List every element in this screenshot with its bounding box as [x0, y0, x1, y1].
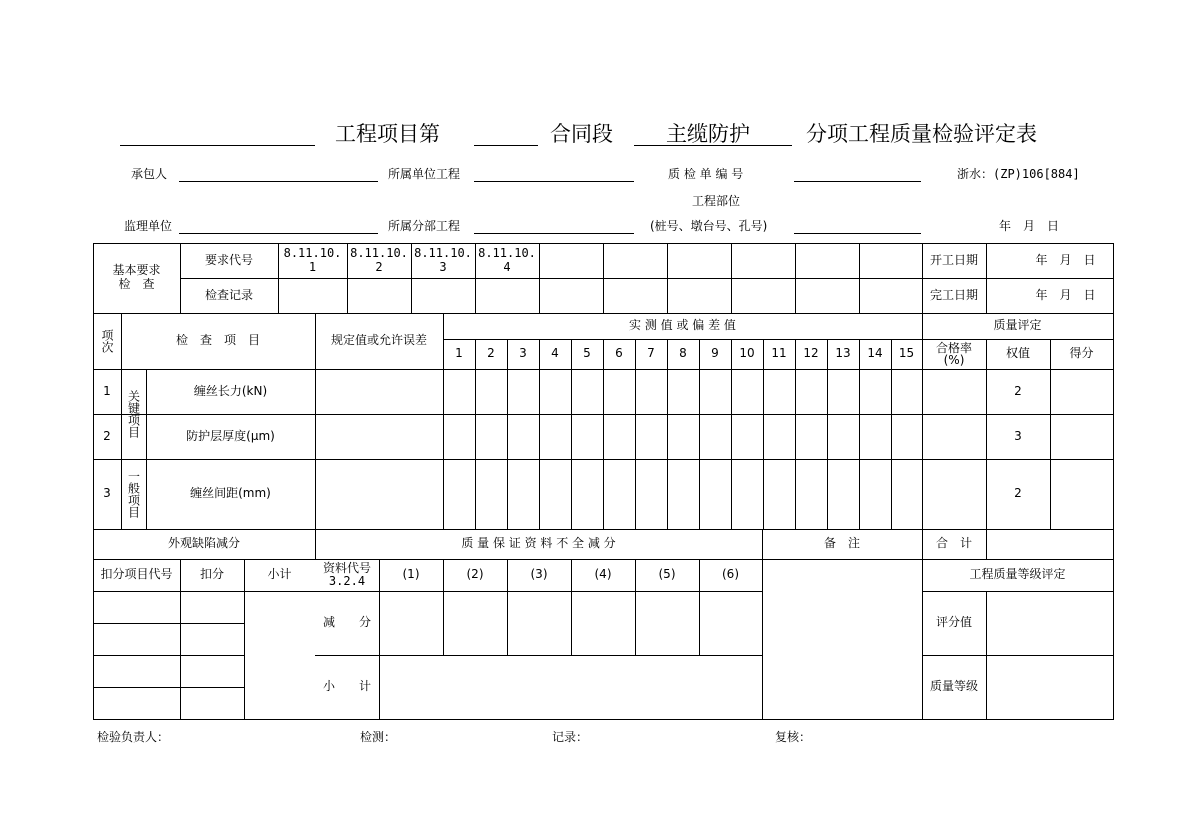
- row-3-no: 3: [103, 486, 111, 501]
- end-date-value[interactable]: 年 月 日: [1035, 287, 1096, 302]
- division-field[interactable]: [474, 233, 634, 234]
- title-part1: 工程项目第: [335, 122, 440, 146]
- req-code-label: 要求代号: [204, 252, 253, 267]
- row-1-weight: 2: [1014, 383, 1022, 398]
- measure-col-13: 13: [835, 346, 851, 361]
- total-label: 合 计: [935, 536, 972, 551]
- row-3-name: 缠丝间距(mm): [190, 486, 271, 501]
- row-1-no: 1: [103, 383, 111, 398]
- contractor-label: 承包人: [131, 167, 168, 181]
- title-blank-2[interactable]: [474, 145, 538, 146]
- measure-col-2: 2: [487, 346, 495, 361]
- location-note: (桩号、墩台号、孔号): [650, 219, 768, 233]
- end-date-label: 完工日期: [929, 287, 978, 302]
- score-value-label: 评分值: [935, 615, 972, 630]
- measure-col-6: 6: [615, 346, 623, 361]
- row-2-name: 防护层厚度(μm): [186, 428, 275, 443]
- check-no-field[interactable]: [794, 181, 921, 182]
- supervisor-label: 监理单位: [124, 219, 173, 233]
- supervisor-field[interactable]: [179, 233, 378, 234]
- row-2-no: 2: [103, 428, 111, 443]
- code-label: 浙水：(ZP)106[884]: [957, 167, 1080, 181]
- doc-item-6: (6): [722, 567, 739, 582]
- review-label: 复核：: [775, 730, 812, 744]
- row-1-name: 缠丝长力(kN): [193, 383, 268, 398]
- grid-line-v: [731, 243, 732, 314]
- measure-col-12: 12: [803, 346, 819, 361]
- item-no-header: 项次: [100, 329, 114, 353]
- measure-col-9: 9: [711, 346, 719, 361]
- title-subitem: 主缆防护: [666, 122, 750, 146]
- unit-project-label: 所属单位工程: [388, 167, 461, 181]
- title-part3: 分项工程质量检验评定表: [806, 122, 1037, 146]
- grid-line-v: [986, 529, 987, 560]
- subtotal-label: 小 计: [322, 679, 371, 694]
- req-code-1: 8.11.10. 1: [283, 245, 342, 274]
- doc-item-2: (2): [466, 567, 484, 582]
- measure-col-1: 1: [455, 346, 463, 361]
- doc-item-4: (4): [594, 567, 612, 582]
- deduct-col: 扣分: [199, 567, 224, 582]
- grid-line-h: [315, 591, 763, 592]
- measure-col-8: 8: [679, 346, 687, 361]
- req-code-2: 8.11.10. 2: [350, 245, 408, 274]
- req-code-4: 8.11.10. 4: [478, 245, 536, 274]
- title-blank-1[interactable]: [120, 145, 315, 146]
- measure-col-7: 7: [647, 346, 655, 361]
- appearance-deduct-label: 外观缺陷减分: [167, 536, 240, 551]
- doc-item-1: (1): [402, 567, 420, 582]
- req-code-3: 8.11.10. 3: [414, 245, 472, 274]
- measured-header: 实 测 值 或 偏 差 值: [629, 318, 736, 333]
- docs-deduct-label: 质 量 保 证 资 料 不 全 减 分: [461, 536, 616, 551]
- measure-col-5: 5: [583, 346, 591, 361]
- header-date: 年 月 日: [999, 219, 1060, 233]
- doc-code-label: 资料代号 3.2.4: [322, 561, 371, 588]
- measure-col-11: 11: [771, 346, 787, 361]
- grade-label: 质量等级: [929, 679, 978, 694]
- test-label: 检测：: [360, 730, 397, 744]
- measure-col-14: 14: [867, 346, 883, 361]
- grid-line-h: [93, 655, 245, 656]
- contractor-field[interactable]: [179, 181, 378, 182]
- record-footer-label: 记录：: [552, 730, 589, 744]
- location-field[interactable]: [794, 233, 921, 234]
- weight-header: 权值: [1005, 346, 1030, 361]
- doc-item-3: (3): [530, 567, 548, 582]
- grid-line-v: [859, 243, 860, 314]
- grid-line-v: [795, 243, 796, 314]
- basic-requirement-label: 基本要求 检 查: [112, 263, 161, 291]
- row-2-weight: 3: [1014, 428, 1022, 443]
- score-header: 得分: [1069, 346, 1094, 361]
- group-key-items: 关键项目: [126, 390, 141, 438]
- location-label: 工程部位: [692, 194, 741, 208]
- quality-eval-header: 质量评定: [993, 318, 1042, 333]
- measure-col-10: 10: [739, 346, 755, 361]
- measure-col-3: 3: [519, 346, 527, 361]
- tolerance-header: 规定值或允许误差: [330, 333, 427, 348]
- inspector-label: 检验负责人：: [97, 730, 170, 744]
- group-general-items: 一般项目: [126, 470, 141, 518]
- grid-line-v: [986, 591, 987, 720]
- grid-line-h: [93, 719, 1114, 720]
- grid-line-h: [93, 687, 245, 688]
- doc-item-5: (5): [658, 567, 676, 582]
- unit-project-field[interactable]: [474, 181, 634, 182]
- measure-col-4: 4: [551, 346, 559, 361]
- grade-eval-label: 工程质量等级评定: [969, 567, 1066, 582]
- grid-line-v: [667, 243, 668, 314]
- pass-rate-header: 合格率 (%): [935, 341, 972, 367]
- grid-line-v: [986, 243, 987, 314]
- grid-line-v: [603, 243, 604, 314]
- check-no-label: 质 检 单 编 号: [668, 167, 744, 181]
- deduct-code-col: 扣分项目代号: [100, 567, 173, 582]
- grid-line-h: [93, 591, 316, 592]
- division-label: 所属分部工程: [388, 219, 461, 233]
- grid-line-h: [93, 623, 245, 624]
- reduce-label: 减 分: [322, 615, 371, 630]
- remark-label: 备 注: [823, 536, 860, 551]
- start-date-label: 开工日期: [929, 252, 978, 267]
- grid-line-v: [539, 243, 540, 314]
- grid-line-h: [315, 655, 763, 656]
- record-label: 检查记录: [204, 287, 253, 302]
- check-item-header: 检 查 项 目: [175, 333, 260, 348]
- measure-col-15: 15: [898, 346, 915, 361]
- title-part2: 合同段: [550, 122, 613, 146]
- grid-line-v: [1113, 243, 1114, 720]
- row-3-weight: 2: [1014, 486, 1022, 501]
- start-date-value[interactable]: 年 月 日: [1035, 252, 1096, 267]
- subtotal-col: 小计: [267, 567, 292, 582]
